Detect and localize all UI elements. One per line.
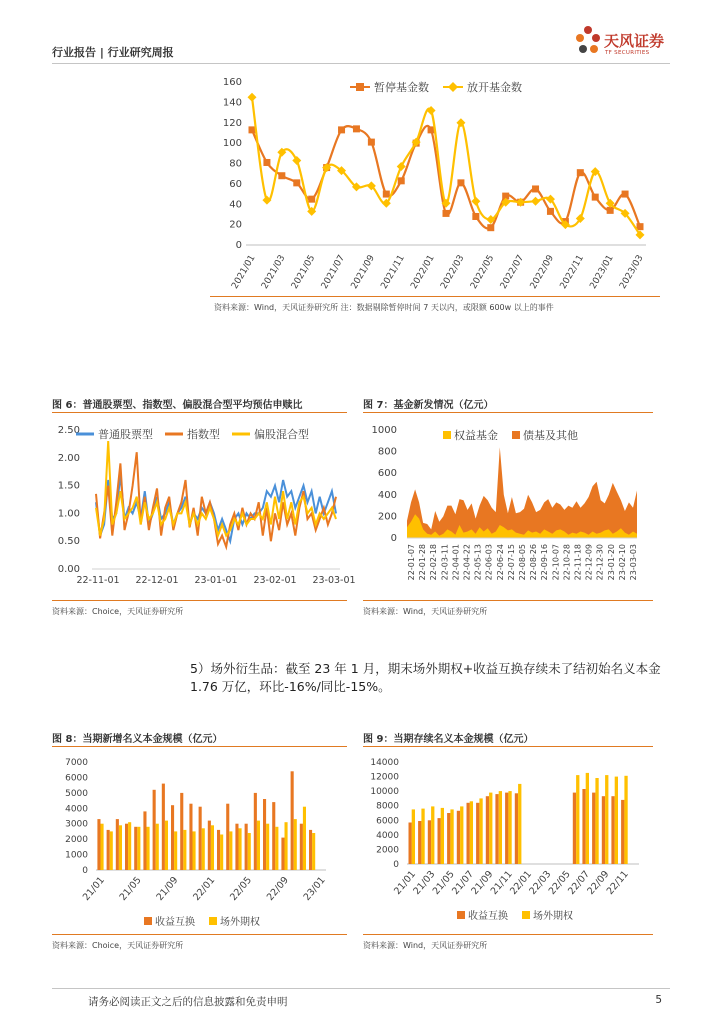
fig7-legend-swatch (512, 431, 520, 439)
fig9-ytick: 4000 (376, 830, 399, 841)
chart-suspended-funds (210, 70, 670, 295)
fig9-bar (495, 794, 498, 864)
fig6-xtick: 23-03-01 (312, 575, 356, 586)
fig8-bar (174, 831, 177, 870)
fig7-ytick: 600 (377, 468, 397, 480)
fig9-bar (418, 821, 421, 864)
top-chart-xtick: 2022/03 (439, 253, 467, 291)
fig7-legend-label: 权益基金 (454, 429, 498, 442)
fig9-bar (605, 775, 608, 864)
fig8-bar (137, 827, 140, 870)
top-chart-xtick: 2022/05 (469, 253, 497, 291)
fig8-bar (226, 804, 229, 870)
fig8-bar (220, 835, 223, 871)
top-chart-xtick: 2021/11 (379, 253, 407, 291)
fig8-bar (180, 793, 183, 870)
fig9-xtick: 21/09 (469, 868, 496, 897)
fig9-bar (457, 811, 460, 864)
fig8-xtick: 22/01 (191, 874, 218, 903)
fig8-bar (147, 827, 150, 870)
fig6-ytick: 2.50 (57, 425, 80, 436)
fig6-legend-label: 偏股混合型 (254, 428, 309, 441)
top-chart-point (532, 185, 539, 192)
fig9-xtick: 22/09 (585, 868, 612, 897)
fig7-xtick: 22-12-30 (595, 544, 605, 581)
fig9-legend-swatch (522, 911, 530, 919)
top-chart-point (427, 106, 436, 115)
fig9-ytick: 10000 (370, 787, 399, 798)
fig7-ytick: 1000 (371, 425, 397, 436)
top-chart-point (338, 126, 345, 133)
fig8-bar (300, 824, 303, 870)
fig6-xtick: 22-12-01 (135, 575, 179, 586)
fig7-area-series (407, 447, 637, 538)
top-chart-point (248, 93, 257, 102)
fig8-xtick: 22/09 (264, 874, 291, 903)
fig9-ytick: 8000 (376, 801, 399, 812)
fig8-bar (294, 819, 297, 870)
fig7-legend-label: 债基及其他 (523, 429, 578, 442)
fig8-bar (128, 822, 131, 870)
fig9-bar (428, 820, 431, 864)
fig9-xtick: 21/07 (450, 868, 477, 897)
fig9-xtick: 21/05 (430, 868, 457, 897)
top-chart-point (292, 156, 301, 165)
fig9-ytick: 0 (393, 860, 399, 870)
top-chart-point (622, 191, 629, 198)
page-number: 5 (655, 994, 662, 1006)
fig9-bar (486, 796, 489, 864)
fig6-ytick: 0.00 (57, 564, 80, 575)
top-chart-xtick: 2022/11 (558, 253, 586, 291)
top-chart-xtick: 2022/09 (528, 253, 557, 291)
fig9-bar (595, 778, 598, 864)
top-chart-ytick: 120 (222, 117, 242, 129)
fig8-bar (312, 833, 315, 870)
fig8-ytick: 4000 (65, 804, 88, 815)
fig8-bar (125, 824, 128, 870)
fig8-bar (193, 831, 196, 870)
fig8-xtick: 23/01 (301, 874, 328, 903)
top-chart-xtick: 2022/07 (498, 253, 527, 291)
fig8-bar (285, 822, 288, 870)
fig8-bottom-rule (52, 934, 347, 935)
fig7-xtick: 22-01-28 (418, 544, 428, 581)
fig9-xtick: 22/05 (546, 868, 573, 897)
fig7-xtick: 22-06-24 (495, 544, 505, 581)
top-chart-point (249, 126, 256, 133)
chart-new-fund-issuance (363, 420, 653, 595)
fig8-ytick: 7000 (65, 758, 88, 768)
top-chart-point (368, 139, 375, 146)
fig7-xtick: 23-02-10 (617, 544, 627, 581)
fig8-bar (266, 824, 269, 870)
top-chart-xtick: 2021/05 (289, 253, 318, 291)
fig8-bar (248, 833, 251, 870)
chart-new-notional (52, 752, 347, 930)
fig9-legend-label: 收益互换 (468, 911, 508, 922)
fig9-bar (489, 793, 492, 864)
top-chart-xtick: 2021/01 (230, 253, 258, 291)
fig6-bottom-rule (52, 600, 347, 601)
top-chart-point (607, 207, 614, 214)
fig9-bar (621, 800, 624, 864)
top-chart-xtick: 2021/03 (260, 253, 288, 291)
fig6-ytick: 2.00 (57, 452, 80, 464)
top-chart-legend-label: 暂停基金数 (374, 81, 429, 94)
fig8-bar (119, 825, 122, 870)
top-chart-legend-marker (448, 82, 458, 92)
fig9-legend-label: 场外期权 (533, 911, 573, 922)
fig8-bar (110, 831, 113, 870)
fig9-bar (431, 806, 434, 864)
fig9-bar (479, 798, 482, 864)
fig8-xtick: 21/09 (154, 874, 181, 903)
footer-disclaimer: 请务必阅读正文之后的信息披露和免责申明 (88, 996, 288, 1008)
top-chart-source: 资料来源：Wind，天风证券研究所 注：数据剔除暂停时间 7 天以内，或限额 600w 以上的事件 (214, 303, 554, 312)
fig8-bar (263, 799, 266, 870)
top-chart-ytick: 160 (222, 77, 242, 88)
top-chart-point (456, 118, 465, 127)
fig7-legend-swatch (443, 431, 451, 439)
fig9-bar (576, 775, 579, 864)
top-chart-ytick: 40 (229, 199, 242, 211)
fig6-title: 图 6：普通股票型、指数型、偏股混合型平均预估申赎比 (52, 400, 303, 411)
fig8-legend-swatch (209, 917, 217, 925)
fig7-xtick: 22-05-13 (473, 544, 483, 581)
fig9-bar (412, 809, 415, 864)
top-chart-point (293, 179, 300, 186)
fig9-bar (409, 823, 412, 865)
fig9-bar (505, 793, 508, 864)
fig7-xtick: 22-09-16 (540, 544, 550, 581)
fig7-bottom-rule (363, 600, 653, 601)
fig9-xtick: 22/11 (604, 868, 631, 897)
top-chart-point (547, 208, 554, 215)
fig7-xtick: 22-12-09 (584, 544, 594, 581)
fig6-top-rule (52, 412, 347, 413)
fig8-bar (235, 824, 238, 870)
fig7-xtick: 22-02-18 (429, 544, 439, 581)
fig8-legend-label: 收益互换 (155, 917, 195, 928)
fig8-bar (229, 831, 232, 870)
fig8-bar (116, 819, 119, 870)
fig8-bar (211, 825, 214, 870)
fig8-bar (107, 830, 110, 870)
fig9-bar (582, 789, 585, 864)
top-chart-ytick: 140 (222, 97, 242, 109)
fig9-bar (573, 793, 576, 864)
fig9-top-rule (363, 746, 653, 747)
fig9-bar (438, 818, 441, 864)
fig7-xtick: 22-10-07 (551, 544, 561, 581)
fig8-bar (281, 838, 284, 870)
fig9-xtick: 21/11 (488, 868, 515, 897)
fig9-xtick: 22/07 (566, 868, 593, 897)
fig9-xtick: 22/01 (508, 868, 535, 897)
top-chart-point (577, 169, 584, 176)
chart-outstanding-notional (363, 752, 653, 930)
fig8-bar (275, 827, 278, 870)
top-chart-ytick: 100 (222, 138, 242, 150)
fig8-bar (239, 828, 242, 870)
fig7-xtick: 22-03-11 (440, 544, 450, 581)
fig8-bar (143, 811, 146, 870)
fig9-xtick: 21/03 (411, 868, 438, 897)
fig9-bar (441, 808, 444, 864)
top-chart-xtick: 2021/07 (319, 253, 348, 291)
fig7-xtick: 22-04-01 (451, 544, 461, 581)
fig8-ytick: 0 (82, 866, 88, 876)
top-chart-point (308, 196, 315, 203)
fig9-legend-swatch (457, 911, 465, 919)
fig8-bar (189, 804, 192, 870)
fig8-bar (303, 807, 306, 870)
fig9-bar (611, 796, 614, 864)
fig7-ytick: 800 (377, 446, 397, 458)
fig8-ytick: 3000 (65, 819, 88, 830)
fig6-xtick: 23-01-01 (194, 575, 238, 586)
fig8-bar (199, 807, 202, 870)
top-chart-point (443, 210, 450, 217)
top-chart-point (383, 191, 390, 198)
fig7-title: 图 7：基金新发情况（亿元） (363, 400, 494, 411)
fig7-xtick: 22-01-07 (407, 544, 416, 581)
fig6-ytick: 1.50 (57, 480, 80, 492)
top-chart-point (487, 224, 494, 231)
top-chart-xtick: 2023/01 (588, 253, 616, 291)
fig6-legend-label: 指数型 (187, 428, 220, 441)
fig9-ytick: 14000 (370, 758, 399, 768)
fig7-ytick: 400 (377, 489, 397, 501)
fig8-bar (156, 824, 159, 870)
fig7-ytick: 200 (377, 511, 397, 523)
header-rule (52, 63, 670, 64)
fig9-ytick: 2000 (376, 845, 399, 856)
top-chart-point (531, 197, 540, 206)
fig6-series-line (96, 452, 336, 547)
chart-redemption-ratio (52, 420, 356, 595)
fig9-bar (470, 801, 473, 864)
fig8-bar (97, 819, 100, 870)
top-chart-legend-marker (356, 83, 364, 91)
fig9-bar (518, 784, 521, 864)
fig7-xtick: 22-11-18 (573, 544, 583, 581)
top-chart-ytick: 0 (235, 240, 242, 251)
fig8-legend-swatch (144, 917, 152, 925)
fig8-ytick: 2000 (65, 835, 88, 846)
fig7-xtick: 22-10-28 (562, 544, 572, 581)
fig9-bar (508, 791, 511, 864)
fig6-xtick: 23-02-01 (253, 575, 297, 586)
fig9-bar (615, 777, 618, 864)
top-chart-ytick: 80 (229, 158, 242, 170)
top-chart-xtick: 2021/09 (349, 253, 377, 291)
fig9-bar (460, 806, 463, 864)
fig9-bar (515, 793, 518, 864)
fig8-bar (208, 821, 211, 870)
top-chart-point (278, 172, 285, 179)
fig8-xtick: 22/05 (228, 874, 255, 903)
fig8-bar (153, 790, 156, 870)
fig8-bar (291, 771, 294, 870)
fig8-bar (183, 830, 186, 870)
fig8-bar (162, 784, 165, 870)
fig7-xtick: 22-04-22 (462, 544, 472, 581)
report-header: 行业报告 | 行业研究周报 (52, 46, 174, 59)
logo-text: 天风证券 (604, 32, 665, 50)
fig8-bar (272, 802, 275, 870)
fig9-bar (602, 796, 605, 864)
fig7-xtick: 23-03-03 (629, 544, 638, 581)
fig9-source: 资料来源：Wind，天风证券研究所 (363, 941, 488, 950)
top-chart-ytick: 20 (229, 219, 242, 231)
fig8-bar (101, 824, 104, 870)
fig8-bar (202, 828, 205, 870)
fig8-bar (245, 824, 248, 870)
top-chart-point (457, 179, 464, 186)
top-chart-point (397, 162, 406, 171)
fig9-bar (586, 773, 589, 864)
top-chart-legend-label: 放开基金数 (467, 81, 522, 94)
fig7-xtick: 22-08-05 (518, 544, 527, 581)
top-chart-point (472, 213, 479, 220)
fig9-bar (624, 776, 627, 864)
fig8-ytick: 1000 (65, 850, 88, 861)
top-chart-xtick: 2023/03 (618, 253, 646, 291)
fig8-bar (217, 830, 220, 870)
footer-rule (52, 988, 670, 989)
fig7-xtick: 22-07-15 (506, 544, 516, 581)
fig8-legend-label: 场外期权 (220, 917, 260, 928)
fig9-bottom-rule (363, 934, 653, 935)
fig6-legend-label: 普通股票型 (98, 428, 153, 441)
fig9-bar (450, 809, 453, 864)
fig9-ytick: 12000 (370, 772, 399, 783)
fig6-ytick: 0.50 (57, 536, 80, 548)
body-paragraph: 5）场外衍生品：截至 23 年 1 月，期末场外期权+收益互换存续未了结初始名义本金 1.76 万亿，环比-16%/同比-15%。 (190, 661, 661, 694)
fig8-top-rule (52, 746, 347, 747)
fig8-bar (134, 827, 137, 870)
fig7-top-rule (363, 412, 653, 413)
fig9-title: 图 9：当期存续名义本金规模（亿元） (363, 734, 534, 745)
fig8-bar (254, 793, 257, 870)
fig8-bar (309, 830, 312, 870)
fig6-source: 资料来源：Choice，天风证券研究所 (52, 607, 184, 616)
top-chart-point (592, 194, 599, 201)
fig9-bar (467, 803, 470, 864)
fig9-bar (421, 809, 424, 864)
top-chart-point (263, 159, 270, 166)
fig8-ytick: 5000 (65, 788, 88, 799)
fig8-xtick: 21/01 (80, 874, 107, 903)
fig9-bar (592, 793, 595, 864)
fig9-bar (476, 803, 479, 864)
fig8-title: 图 8：当期新增名义本金规模（亿元） (52, 734, 223, 745)
fig7-xtick: 22-08-26 (529, 544, 539, 581)
fig8-ytick: 6000 (65, 773, 88, 784)
fig6-ytick: 1.00 (57, 508, 80, 520)
top-chart-rule (210, 296, 660, 297)
fig9-bar (447, 813, 450, 864)
fig8-bar (257, 821, 260, 870)
fig8-xtick: 21/05 (117, 874, 144, 903)
top-chart-point (353, 125, 360, 132)
fig9-xtick: 21/01 (392, 868, 419, 897)
fig6-xtick: 22-11-01 (76, 575, 120, 586)
logo-subtext: TF SECURITIES (605, 50, 650, 56)
fig8-bar (171, 805, 174, 870)
fig7-xtick: 23-01-20 (606, 544, 616, 581)
fig7-xtick: 22-06-03 (484, 544, 494, 581)
fig9-ytick: 6000 (376, 816, 399, 827)
top-chart-xtick: 2022/01 (409, 253, 437, 291)
top-chart-point (471, 197, 480, 206)
top-chart-point (398, 177, 405, 184)
fig9-bar (499, 791, 502, 864)
fig9-xtick: 22/03 (527, 868, 554, 897)
fig7-ytick: 0 (390, 533, 397, 544)
fig8-source: 资料来源：Choice，天风证券研究所 (52, 941, 184, 950)
fig7-source: 资料来源：Wind，天风证券研究所 (363, 607, 488, 616)
fig8-bar (165, 821, 168, 870)
top-chart-ytick: 60 (229, 178, 242, 190)
